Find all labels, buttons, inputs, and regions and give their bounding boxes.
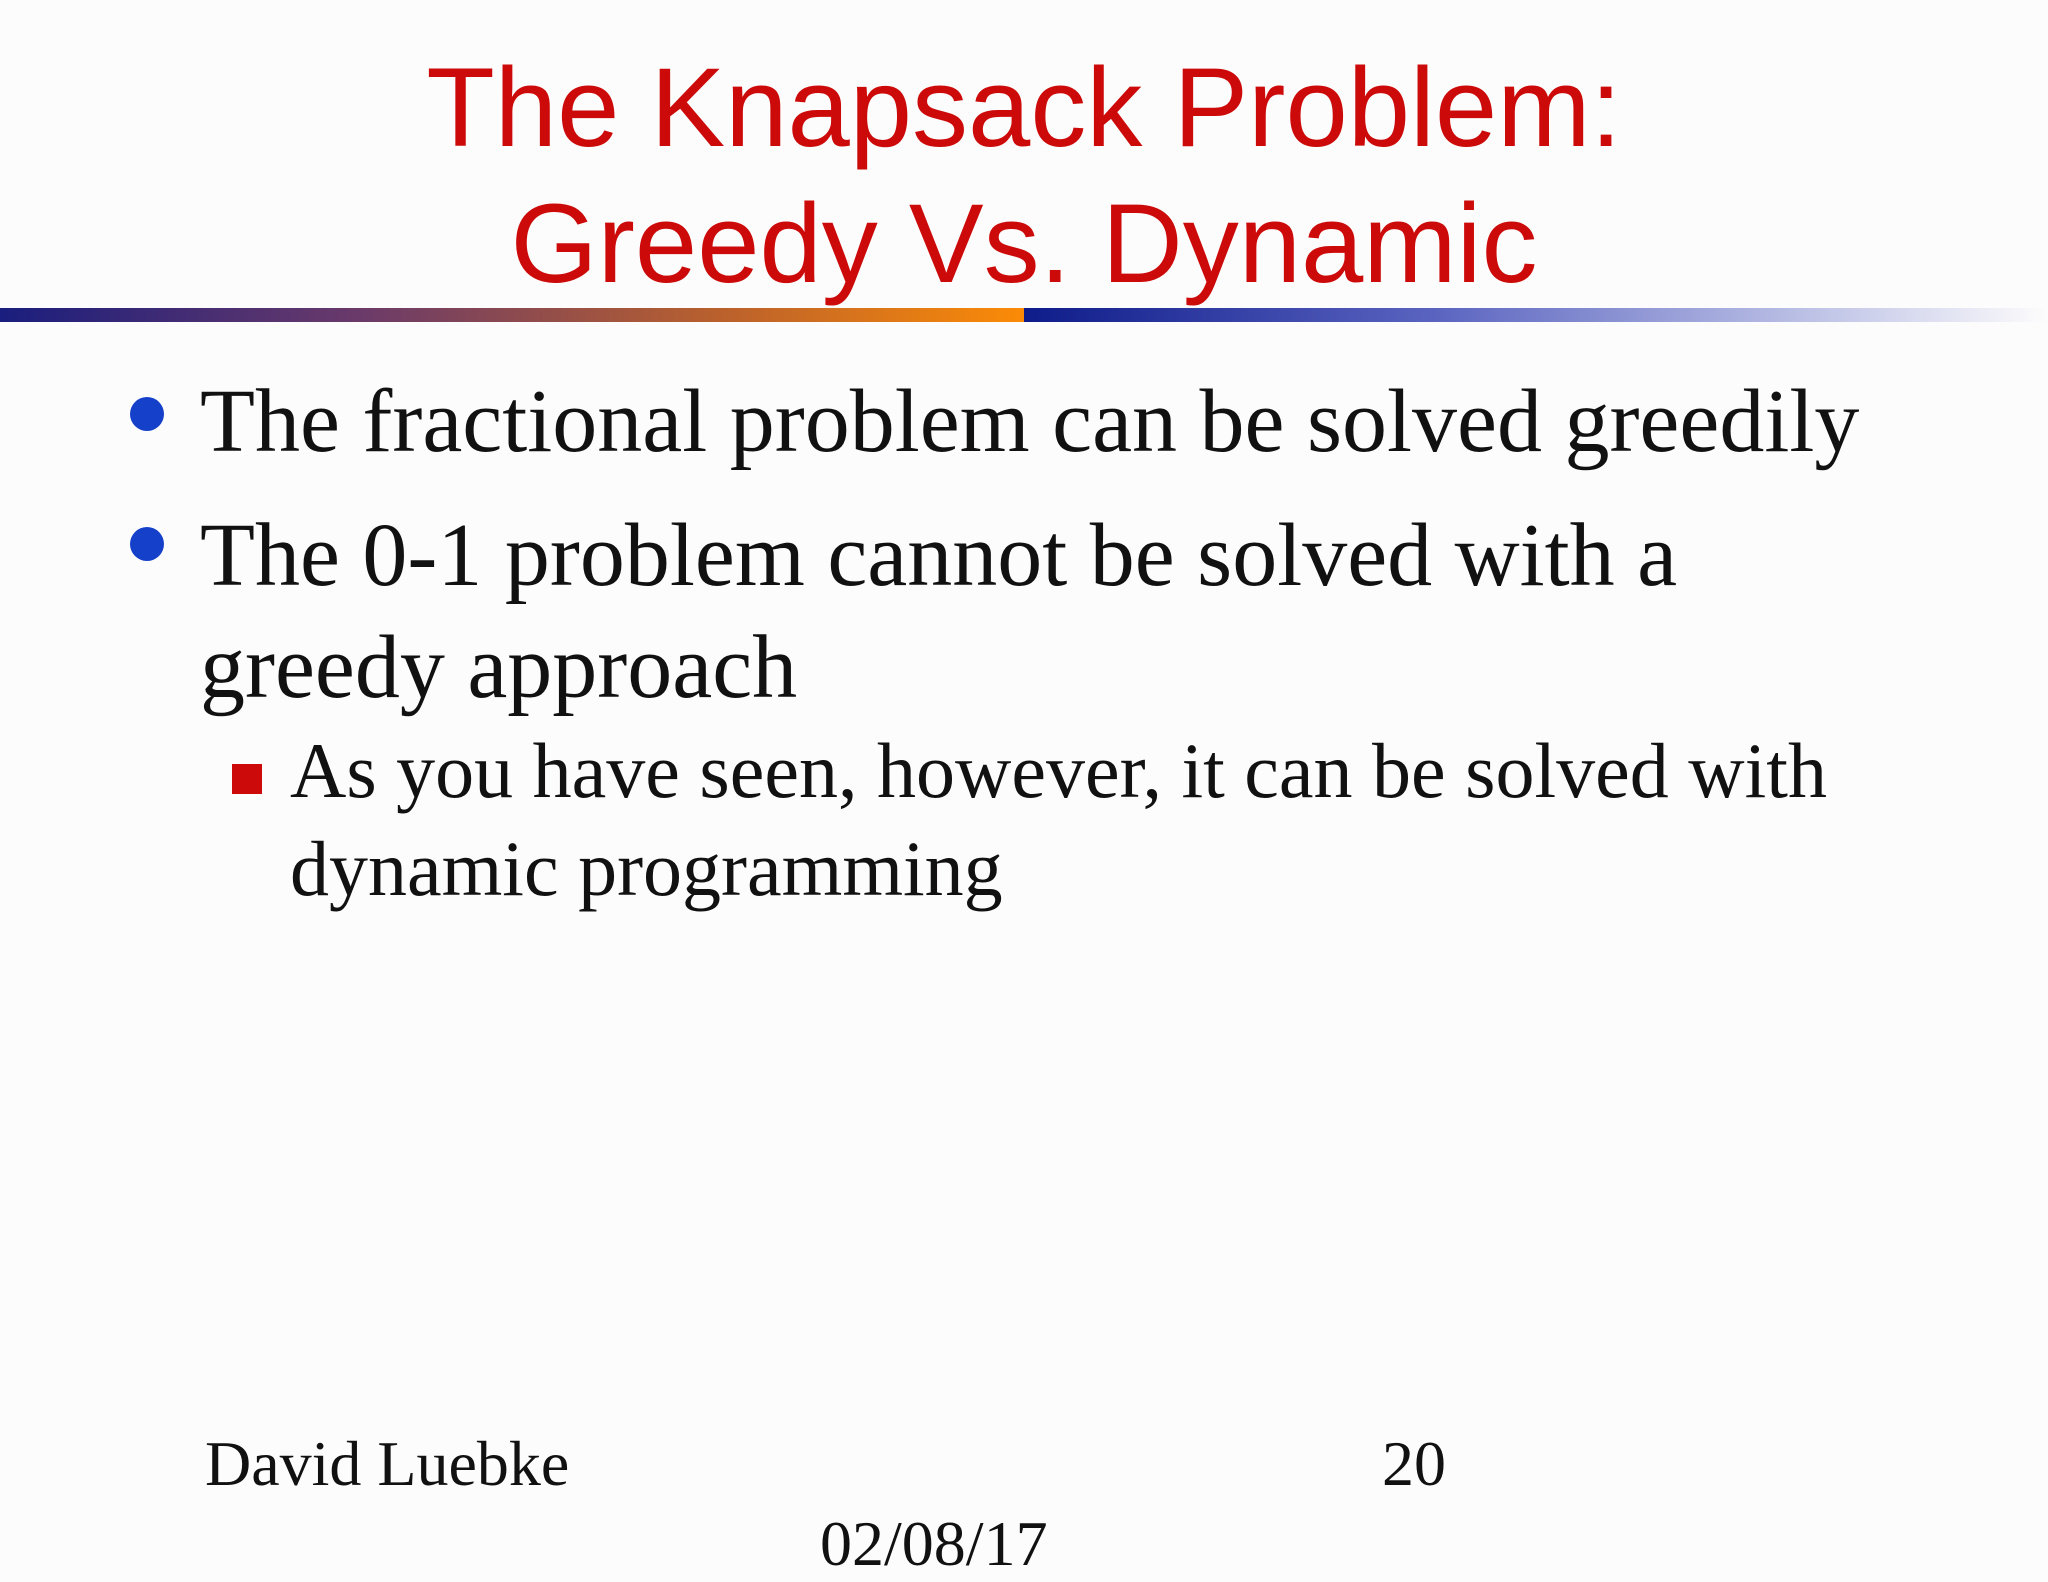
sub-bullet-square-icon	[232, 764, 262, 794]
title-divider-left	[0, 308, 1024, 322]
slide-title	[0, 40, 2048, 312]
bullet-item-1: The fractional problem can be solved greedily	[200, 372, 1860, 471]
bullet-dot-icon	[130, 397, 164, 431]
footer-page-number: 20	[1382, 1428, 1446, 1499]
bullet-dot-icon	[130, 527, 164, 561]
sub-bullet-item-1: As you have seen, however, it can be solved with dynamic programming	[290, 727, 1827, 912]
title-divider-right	[1024, 308, 2048, 322]
footer-author: David Luebke	[205, 1428, 570, 1499]
title-line-1: The Knapsack Problem:	[426, 45, 1622, 170]
bullet-item-2: The 0-1 problem cannot be solved with a greedy approach	[200, 506, 1678, 717]
footer-date: 02/08/17	[820, 1508, 1048, 1579]
title-line-2: Greedy Vs. Dynamic	[510, 181, 1538, 306]
